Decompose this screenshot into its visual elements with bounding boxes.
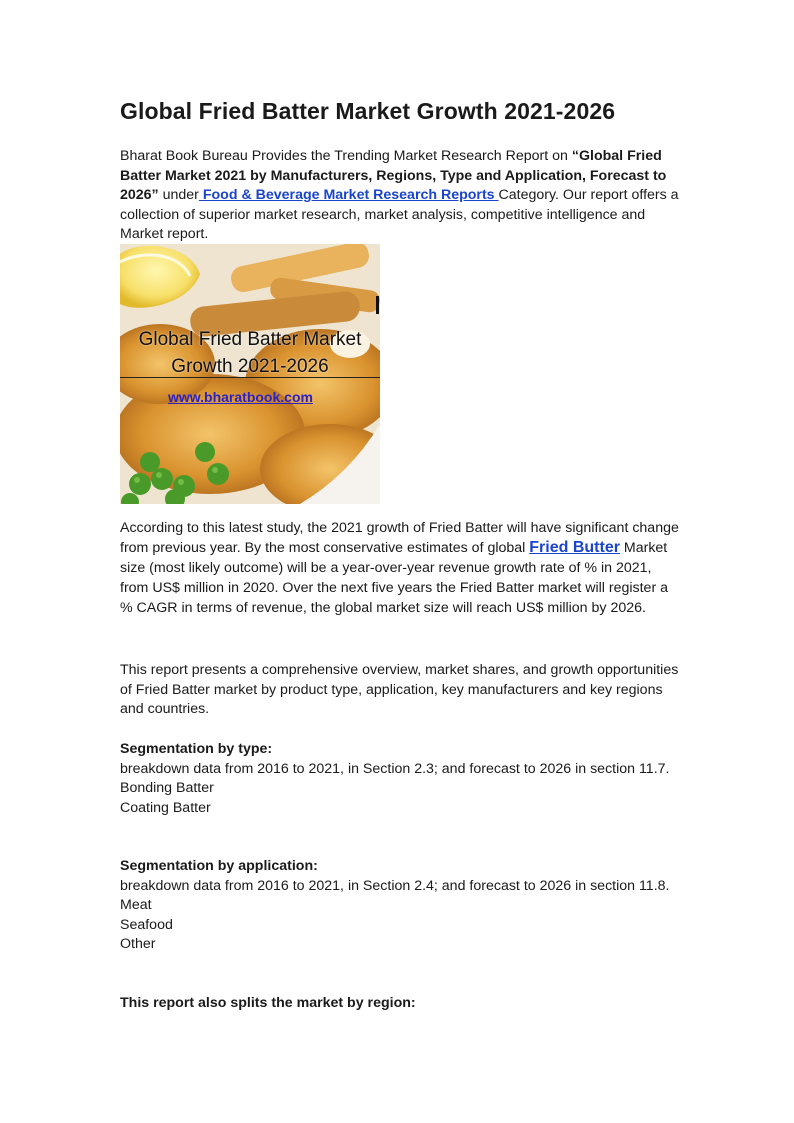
intro-paragraph bbox=[120, 147, 680, 245]
page-title: Global Fried Batter Market Growth 2021-2026 bbox=[120, 98, 616, 124]
list-item: Other bbox=[120, 936, 156, 953]
cover-divider bbox=[120, 377, 380, 378]
study-text-1: According to this latest study, the 2021 growth of Fried Batter will have significant change from previous year. By the most conservative estimates of global bbox=[120, 520, 679, 556]
seg-type-heading: Segmentation by type: bbox=[120, 741, 273, 757]
cover-title: Global Fried Batter Market Growth 2021-2026 bbox=[138, 329, 362, 377]
fried-butter-link[interactable]: Fried Butter bbox=[529, 539, 620, 556]
list-item: Coating Batter bbox=[120, 799, 211, 816]
segmentation-by-application bbox=[120, 857, 680, 955]
report-cover-image bbox=[120, 244, 380, 504]
category-link[interactable]: Food & Beverage Market Research Reports bbox=[198, 187, 499, 204]
study-paragraph bbox=[120, 518, 680, 618]
seg-type-desc: breakdown data from 2016 to 2021, in Section 2.3; and forecast to 2026 in section 11.7. bbox=[120, 760, 670, 777]
region-section bbox=[120, 994, 680, 1014]
segmentation-by-type bbox=[120, 740, 680, 818]
study-text-2: Market size (most likely outcome) will be a year-over-year revenue growth rate of % in 2021, from US$ million in 2020. Over the next five years the Fried Batter market will register a % CAGR in terms of revenue, the global market size will reach US$ million by 2026. bbox=[120, 540, 669, 616]
intro-lead: Bharat Book Bureau Provides the Trending Market Research Report on bbox=[120, 148, 572, 164]
report-name: “Global Fried Batter Market 2021 by Manufacturers, Regions, Type and Application, Forecast to 2026” bbox=[120, 148, 667, 204]
list-item: Seafood bbox=[120, 916, 173, 933]
seg-app-desc: breakdown data from 2016 to 2021, in Section 2.4; and forecast to 2026 in section 11.8. bbox=[120, 877, 670, 894]
list-item: Bonding Batter bbox=[120, 780, 214, 797]
cover-website-link[interactable]: www.bharatbook.com bbox=[168, 389, 313, 405]
region-heading: This report also splits the market by region: bbox=[120, 995, 416, 1011]
intro-tail: Category. Our report offers a collection of superior market research, market analysis, competitive intelligence and Market report. bbox=[120, 187, 679, 243]
intro-under: under bbox=[158, 187, 199, 204]
list-item: Meat bbox=[120, 897, 152, 914]
seg-app-heading: Segmentation by application: bbox=[120, 858, 318, 874]
overview-paragraph: This report presents a comprehensive overview, market shares, and growth opportunities of Fried Batter market by product type, application, key manufacturers and key regions and countries. bbox=[120, 662, 679, 718]
